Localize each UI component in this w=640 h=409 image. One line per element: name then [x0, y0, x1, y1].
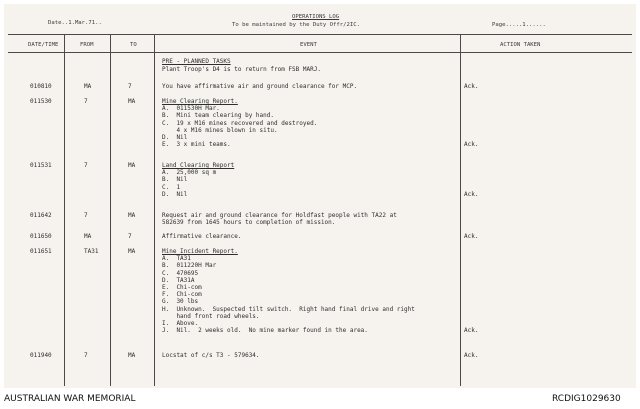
- entry-event-line: Request air and ground clearance for Holdfast people with TA22 at: [162, 212, 397, 219]
- entry-action: Ack.: [464, 233, 479, 240]
- entry-event-line: B. Mini team clearing by hand.: [162, 112, 274, 120]
- entry-action: Ack.: [464, 83, 479, 90]
- entry-event-line: Land Clearing Report: [162, 162, 235, 169]
- entry-from: 7: [84, 352, 88, 359]
- entry-event-line: 582639 from 1645 hours to completion of mission.: [162, 219, 336, 227]
- entry-to: MA: [128, 352, 136, 359]
- entry-action: Ack.: [464, 352, 479, 359]
- entry-to: MA: [128, 98, 136, 105]
- entry-event-line: E. 3 x mini teams.: [162, 141, 231, 149]
- entry-event-line: D. Nil: [162, 134, 188, 141]
- entry-action: Ack.: [464, 190, 479, 198]
- entry-event-line: J. Nil. 2 weeks old. No mine marker found in the area.: [162, 327, 368, 335]
- entry-event-line: Locstat of c/s T3 - 579634.: [162, 352, 260, 359]
- entry-event-line: B. Nil: [162, 176, 188, 184]
- col-to: TO: [130, 42, 137, 48]
- entry-event-line: You have affirmative air and ground clearance for MCP.: [162, 83, 358, 90]
- entry-event-line: A. 25,000 sq m: [162, 169, 217, 177]
- entry-time: 011642: [30, 212, 52, 219]
- preplanned-task: Plant Troop's D4 is to return from FSB MARJ.: [162, 66, 321, 73]
- entry-time: 011651: [30, 248, 52, 255]
- entry-from: TA31: [84, 248, 99, 255]
- footer-credit: AUSTRALIAN WAR MEMORIAL: [4, 394, 136, 404]
- entry-time: 011530: [30, 98, 52, 105]
- divider-date: [64, 34, 65, 386]
- entry-event-line: I. Above.: [162, 320, 199, 327]
- page-title: OPERATIONS LOG: [292, 14, 340, 20]
- divider-event: [460, 34, 461, 386]
- preplanned-heading: PRE - PLANNED TASKS: [162, 58, 231, 65]
- entry-from: MA: [84, 83, 92, 90]
- entry-time: 011940: [30, 352, 52, 359]
- col-from: FROM: [80, 42, 94, 48]
- entry-event-line: 4 x M16 mines blown in situ.: [162, 126, 278, 134]
- entry-from: 7: [84, 98, 88, 105]
- entry-event-line: Mine Clearing Report.: [162, 98, 238, 105]
- entry-from: MA: [84, 233, 92, 240]
- entry-event-line: H. Unknown. Suspected tilt switch. Right hand final drive and right: [162, 305, 415, 313]
- col-action-taken: ACTION TAKEN: [500, 42, 541, 48]
- entry-event-line: C. 470695: [162, 269, 199, 277]
- divider-to: [154, 34, 155, 386]
- entry-action: Ack.: [464, 141, 479, 149]
- entry-event-line: A. TA31: [162, 255, 191, 263]
- entry-event-line: F. Chi-com: [162, 291, 202, 299]
- header-bottom-rule: [8, 52, 632, 53]
- entry-time: 011650: [30, 233, 52, 240]
- entry-event-line: G. 30 lbs: [162, 298, 199, 306]
- entry-to: MA: [128, 248, 136, 255]
- entry-event-line: Affirmative clearance.: [162, 233, 242, 240]
- entry-event-line: E. Chi-com: [162, 284, 202, 291]
- entry-event-line: C. 1: [162, 183, 181, 191]
- footer-id: RCDIG1029630: [552, 394, 621, 404]
- entry-time: 010810: [30, 83, 52, 90]
- entry-event-line: hand front road wheels.: [162, 312, 260, 320]
- entry-event-line: B. 011220H Mar: [162, 262, 217, 270]
- entry-to: MA: [128, 212, 136, 219]
- col-date-time: DATE/TIME: [28, 42, 59, 48]
- entry-to: MA: [128, 162, 136, 169]
- entry-event-line: D. Nil: [162, 190, 188, 198]
- entry-event-line: D. TA31A: [162, 276, 195, 284]
- page-number: Page.....1......: [492, 22, 546, 28]
- entry-from: 7: [84, 212, 88, 219]
- entry-event-line: C. 19 x M16 mines recovered and destroyed.: [162, 119, 318, 127]
- entry-action: Ack.: [464, 327, 479, 335]
- header-top-rule: [8, 34, 632, 35]
- date-label: Date..1.Mar.71..: [48, 20, 102, 26]
- col-event: EVENT: [300, 42, 317, 48]
- page-subtitle: To be maintained by the Duty Offr/2IC.: [232, 22, 360, 28]
- entry-to: 7: [128, 233, 132, 240]
- entry-from: 7: [84, 162, 88, 169]
- entry-time: 011531: [30, 162, 52, 169]
- entry-event-line: A. 011530H Mar.: [162, 105, 220, 113]
- entry-to: 7: [128, 83, 132, 90]
- divider-from: [110, 34, 111, 386]
- entry-event-line: Mine Incident Report.: [162, 248, 238, 255]
